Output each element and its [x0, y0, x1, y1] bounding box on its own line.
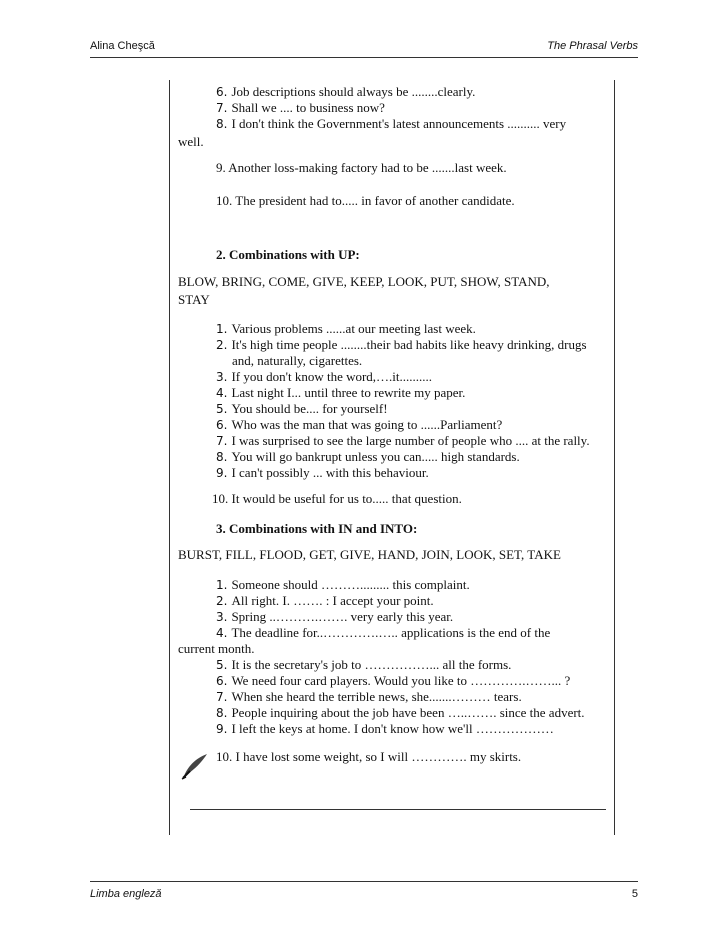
signature-line — [190, 809, 606, 810]
list-item: 2. It's high time people ........their bad habits like heavy drinking, drugs — [216, 337, 587, 352]
list-item: 10. I have lost some weight, so I will …………. my skirts. — [216, 749, 522, 764]
page-number: 5 — [631, 888, 638, 900]
verb-list: BLOW, BRING, COME, GIVE, KEEP, LOOK, PUT, SHOW, STAND, — [178, 274, 550, 289]
list-item: 6. Who was the man that was going to ......Parliament? — [216, 417, 503, 432]
page-header — [90, 40, 638, 56]
verb-list: STAY — [178, 292, 210, 307]
list-item: 5. It is the secretary's job to ……………... all the forms. — [216, 657, 512, 672]
list-item: 9. I left the keys at home. I don't know how we'll ……………… — [216, 721, 554, 736]
list-item: 1. Someone should ………......... this complaint. — [216, 577, 470, 592]
list-item: 7. I was surprised to see the large number of people who .... at the rally. — [216, 433, 590, 448]
footer-rule — [90, 881, 638, 882]
list-item: 6. Job descriptions should always be ........clearly. — [216, 84, 476, 99]
wrap-text: current month. — [178, 641, 255, 656]
list-item: 4. The deadline for..………….….. applications is the end of the — [216, 625, 551, 640]
list-item: 6. We need four card players. Would you like to ………….……... ? — [216, 673, 571, 688]
list-item: 7. When she heard the terrible news, she.......……… tears. — [216, 689, 522, 704]
list-item: and, naturally, cigarettes. — [232, 353, 363, 368]
list-item: 9. I can't possibly ... with this behaviour. — [216, 465, 429, 480]
list-item: 5. You should be.... for yourself! — [216, 401, 388, 416]
list-item: 9. Another loss-making factory had to be .......last week. — [216, 160, 507, 175]
list-item: 1. Various problems ......at our meeting last week. — [216, 321, 476, 336]
exercise-box — [169, 80, 615, 835]
list-item: 8. People inquiring about the job have been …..……. since the advert. — [216, 705, 585, 720]
list-item: 2. All right. I. ……. : I accept your point. — [216, 593, 434, 608]
quill-pen-icon — [180, 752, 210, 780]
footer-subject: Limba engleză — [90, 888, 162, 900]
section-heading: 3. Combinations with IN and INTO: — [216, 521, 418, 536]
list-item: 3. If you don't know the word,….it.......... — [216, 369, 433, 384]
list-item: 10. It would be useful for us to..... that question. — [212, 491, 462, 506]
header-author: Alina Cheşcă — [90, 40, 155, 52]
list-item: 10. The president had to..... in favor of another candidate. — [216, 193, 515, 208]
verb-list: BURST, FILL, FLOOD, GET, GIVE, HAND, JOIN, LOOK, SET, TAKE — [178, 547, 561, 562]
list-item: 3. Spring ..……….……. very early this year. — [216, 609, 454, 624]
list-item: 4. Last night I... until three to rewrite my paper. — [216, 385, 466, 400]
list-item: 8. You will go bankrupt unless you can..... high standards. — [216, 449, 520, 464]
list-item: 7. Shall we .... to business now? — [216, 100, 385, 115]
wrap-text: well. — [178, 134, 204, 149]
list-item: 8. I don't think the Government's latest announcements .......... very — [216, 116, 567, 131]
section-heading: 2. Combinations with UP: — [216, 247, 360, 262]
header-title: The Phrasal Verbs — [547, 40, 638, 52]
header-rule — [90, 57, 638, 58]
